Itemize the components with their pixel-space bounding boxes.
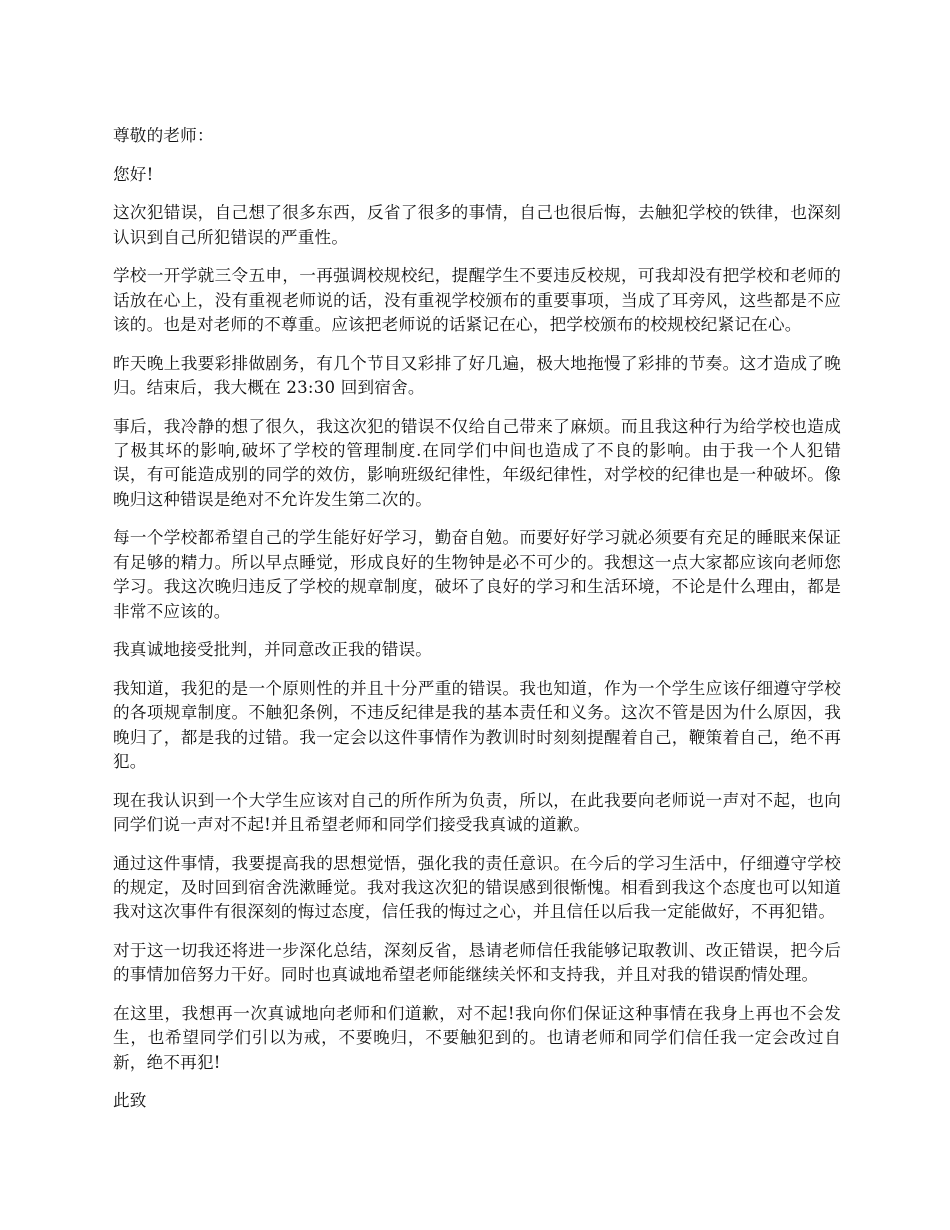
paragraph-promise: 在这里，我想再一次真诚地向老师和们道歉，对不起!我向你们保证这种事情在我身上再也不会发生，也希望同学们引以为戒，不要晚归，不要触犯到的。也请老师和同学们信任我一定会改过自新，绝不再犯! [113, 1004, 841, 1072]
closing: 此致 [113, 1091, 147, 1111]
paragraph-sleep: 每一个学校都希望自己的学生能好好学习，勤奋自勉。而要好好学习就必须要有充足的睡眠来保证有足够的精力。所以早点睡觉，形成良好的生物钟是必不可少的。我想这一点大家都应该向老师您学习。我这次晚归违反了学校的规章制度，破坏了良好的学习和生活环境，不论是什么理由，都是非常不应该的。 [113, 528, 841, 621]
paragraph-consequences: 事后，我冷静的想了很久，我这次犯的错误不仅给自己带来了麻烦。而且我这种行为给学校也造成了极其坏的影响,破坏了学校的管理制度.在同学们中间也造成了不良的影响。由于我一个人犯错误，有可能造成别的同学的效仿，影响班级纪律性，年级纪律性，对学校的纪律也是一种破坏。像晚归这种错误是绝对不允许发生第二次的。 [113, 416, 841, 509]
paragraph-responsibility: 我知道，我犯的是一个原则性的并且十分严重的错误。我也知道，作为一个学生应该仔细遵守学校的各项规章制度。不触犯条例，不违反纪律是我的基本责任和义务。这次不管是因为什么原因，我晚归了，都是我的过错。我一定会以这件事情作为教训时时刻刻提醒着自己，鞭策着自己，绝不再犯。 [113, 678, 841, 772]
paragraph-rehearsal: 昨天晚上我要彩排做剧务，有几个节目又彩排了好几遍，极大地拖慢了彩排的节奏。这才造成了晚归。结束后，我大概在 23:30 回到宿舍。 [113, 353, 841, 397]
paragraph-apology: 现在我认识到一个大学生应该对自己的所作所为负责，所以，在此我要向老师说一声对不起，也向同学们说一声对不起!并且希望老师和同学们接受我真诚的道歉。 [113, 790, 841, 835]
paragraph-school-rules: 学校一开学就三令五申，一再强调校规校纪，提醒学生不要违反校规，可我却没有把学校和老师的话放在心上，没有重视老师说的话，没有重视学校颁布的重要事项，当成了耳旁风，这些都是不应该的。也是对老师的不尊重。应该把老师说的话紧记在心，把学校颁布的校规校纪紧记在心。 [113, 266, 841, 334]
paragraph-accept-criticism: 我真诚地接受批判，并同意改正我的错误。 [113, 640, 433, 660]
greeting: 您好! [113, 164, 154, 184]
salutation: 尊敬的老师： [113, 126, 214, 145]
letter-document [113, 124, 841, 1128]
paragraph-request: 对于这一切我还将进一步深化总结，深刻反省，恳请老师信任我能够记取教训、改正错误，把今后的事情加倍努力干好。同时也真诚地希望老师能继续关怀和支持我，并且对我的错误酌情处理。 [113, 941, 841, 985]
paragraph-awareness: 通过这件事情，我要提高我的思想觉悟，强化我的责任意识。在今后的学习生活中，仔细遵守学校的规定，及时回到宿舍洗漱睡觉。我对我这次犯的错误感到很惭愧。相看到我这个态度也可以知道我对这次事件有很深刻的悔过态度，信任我的悔过之心，并且信任以后我一定能做好，不再犯错。 [113, 853, 841, 922]
paragraph-reflection: 这次犯错误，自己想了很多东西，反省了很多的事情，自己也很后悔，去触犯学校的铁律，也深刻认识到自己所犯错误的严重性。 [113, 203, 841, 247]
